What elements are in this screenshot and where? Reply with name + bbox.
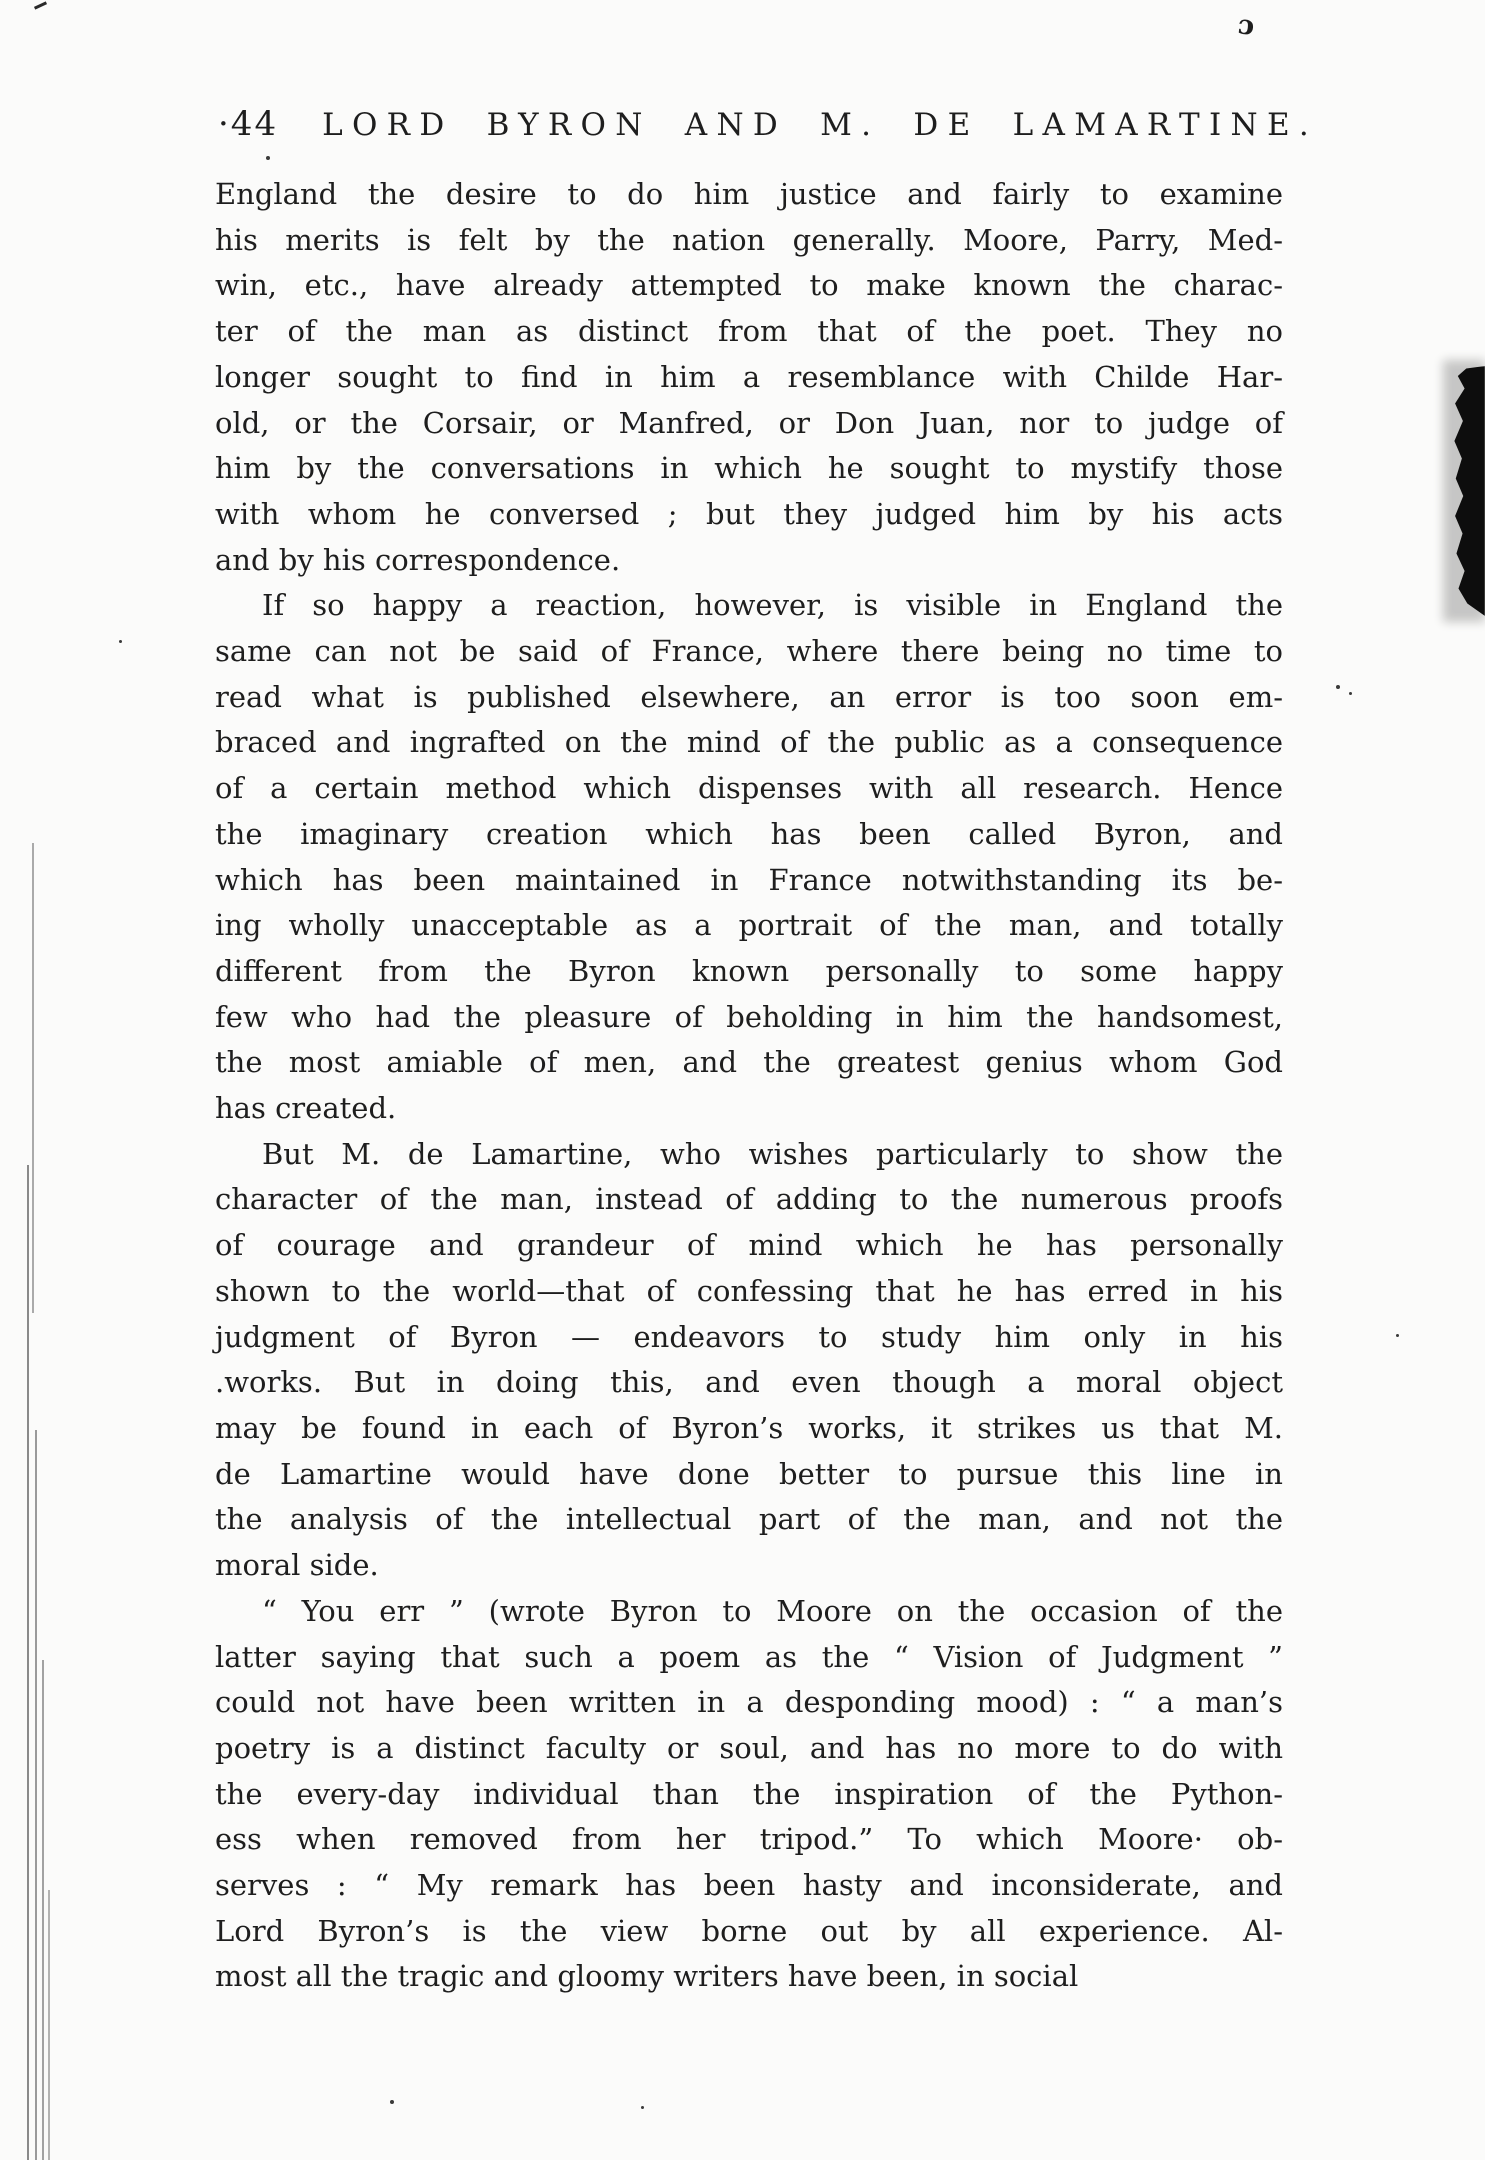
text-line: If so happy a reaction, however, is visible in England the: [262, 588, 1283, 623]
text-line: But M. de Lamartine, who wishes particularly to show the: [262, 1136, 1283, 1171]
text-line: read what is published elsewhere, an error is too soon em-: [215, 679, 1283, 714]
text-line: latter saying that such a poem as the “ Vision of Judgment ”: [215, 1639, 1283, 1674]
text-line: braced and ingrafted on the mind of the public as a consequence: [215, 725, 1283, 760]
text-line: the most amiable of men, and the greatest genius whom God: [215, 1045, 1283, 1080]
text-line: ess when removed from her tripod.” To which Moore· ob-: [215, 1822, 1283, 1857]
corner-mark-artifact: ɔ: [1236, 9, 1257, 42]
text-line: his merits is felt by the nation generally. Moore, Parry, Med-: [215, 222, 1283, 257]
text-line: has created.: [215, 1091, 397, 1126]
text-line: longer sought to find in him a resemblance with Childe Har-: [215, 359, 1283, 394]
text-line: may be found in each of Byron’s works, it strikes us that M.: [215, 1410, 1283, 1445]
text-line: England the desire to do him justice and fairly to examine: [215, 177, 1283, 211]
text-line: the analysis of the intellectual part of the man, and not the: [215, 1502, 1283, 1537]
speck-artifact: [641, 2106, 644, 2109]
paragraph: [215, 583, 1283, 1131]
text-line: few who had the pleasure of beholding in him the handsomest,: [215, 999, 1283, 1034]
speck-artifact: [1396, 1334, 1399, 1337]
text-line: poetry is a distinct faculty or soul, and has no more to do with: [215, 1730, 1283, 1765]
text-line: “ You err ” (wrote Byron to Moore on the occasion of the: [262, 1593, 1283, 1628]
binding-mark-line: [48, 1890, 50, 2160]
text-block: [215, 172, 1283, 2000]
binding-mark-line: [27, 1165, 29, 2160]
text-line: with whom he conversed ; but they judged him by his acts: [215, 496, 1283, 531]
binding-mark-line: [35, 1430, 37, 2160]
text-line: could not have been written in a desponding mood) : “ a man’s: [215, 1685, 1283, 1720]
text-line: old, or the Corsair, or Manfred, or Don Juan, nor to judge of: [215, 405, 1283, 440]
text-line: and by his correspondence.: [215, 542, 621, 577]
speck-artifact: [1349, 692, 1352, 695]
text-line: .works. But in doing this, and even though a moral object: [215, 1365, 1283, 1400]
paragraph: [215, 1132, 1283, 1589]
binding-mark-line: [32, 843, 34, 1313]
text-line: of a certain method which dispenses with all research. Hence: [215, 771, 1283, 806]
text-line: serves : “ My remark has been hasty and inconsiderate, and: [215, 1868, 1283, 1903]
text-line: him by the conversations in which he sought to mystify those: [215, 451, 1283, 486]
speck-artifact: [1336, 685, 1340, 689]
text-line: ter of the man as distinct from that of the poet. They no: [215, 314, 1283, 349]
corner-tick-artifact: [34, 1, 47, 9]
text-line: the imaginary creation which has been called Byron, and: [215, 816, 1283, 851]
text-line: same can not be said of France, where there being no time to: [215, 634, 1283, 669]
text-line: of courage and grandeur of mind which he has personally: [215, 1228, 1283, 1263]
page-header: [218, 104, 1319, 144]
text-line: judgment of Byron — endeavors to study him only in his: [215, 1319, 1283, 1354]
text-line: which has been maintained in France notwithstanding its be-: [215, 862, 1283, 897]
text-line: different from the Byron known personally to some happy: [215, 953, 1283, 988]
text-line: the every-day individual than the inspiration of the Python-: [215, 1776, 1283, 1811]
speck-artifact: [390, 2100, 394, 2104]
text-line: character of the man, instead of adding to the numerous proofs: [215, 1182, 1283, 1217]
speck-artifact: [119, 640, 122, 643]
binding-mark-line: [42, 1660, 44, 2160]
paragraph: [215, 1589, 1283, 2000]
text-line: shown to the world—that of confessing that he has erred in his: [215, 1273, 1283, 1308]
text-line: ing wholly unacceptable as a portrait of the man, and totally: [215, 908, 1283, 943]
running-head-title: LORD BYRON AND M. DE LAMARTINE.: [322, 107, 1319, 143]
text-line: most all the tragic and gloomy writers have been, in social: [215, 1959, 1079, 1994]
text-line: Lord Byron’s is the view borne out by all experience. Al-: [215, 1913, 1283, 1948]
speck-artifact: [266, 156, 270, 160]
paragraph: [215, 172, 1283, 583]
text-line: win, etc., have already attempted to make known the charac-: [215, 268, 1283, 303]
text-line: de Lamartine would have done better to pursue this line in: [215, 1456, 1283, 1491]
text-line: moral side.: [215, 1548, 379, 1583]
page-number: ·44: [218, 104, 279, 144]
